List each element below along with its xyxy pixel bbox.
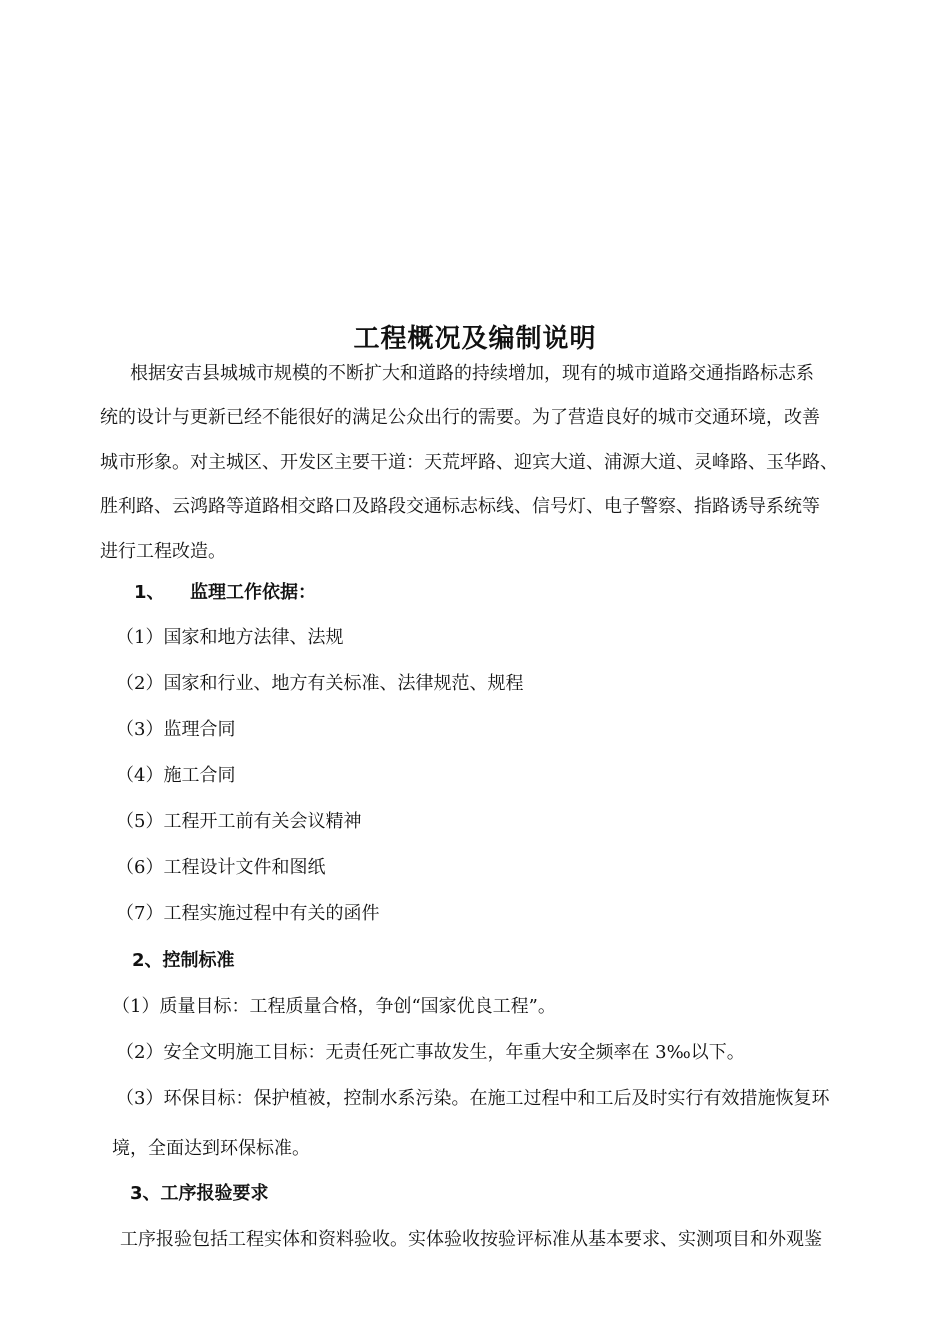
section3-heading: 3、工序报验要求 — [130, 1183, 269, 1204]
section1-item-3: （3）监理合同 — [116, 719, 236, 740]
intro-line-2: 统的设计与更新已经不能很好的满足公众出行的需要。为了营造良好的城市交通环境，改善 — [100, 407, 820, 428]
section1-item-2: （2）国家和行业、地方有关标准、法律规范、规程 — [116, 673, 524, 694]
intro-line-4: 胜利路、云鸿路等道路相交路口及路段交通标志标线、信号灯、电子警察、指路诱导系统等 — [100, 496, 820, 517]
section1-item-1: （1）国家和地方法律、法规 — [116, 627, 344, 648]
section3-line-1: 工序报验包括工程实体和资料验收。实体验收按验评标准从基本要求、实测项目和外观鉴 — [120, 1229, 822, 1250]
section2-item-1: （1）质量目标：工程质量合格，争创“国家优良工程”。 — [112, 996, 556, 1017]
section2-item-4: 境，全面达到环保标准。 — [112, 1138, 310, 1159]
section2-heading: 2、控制标准 — [132, 950, 235, 971]
intro-line-5: 进行工程改造。 — [100, 541, 226, 562]
section1-item-5: （5）工程开工前有关会议精神 — [116, 811, 362, 832]
section1-item-6: （6）工程设计文件和图纸 — [116, 857, 326, 878]
section2-item-3: （3）环保目标：保护植被，控制水系污染。在施工过程中和工后及时实行有效措施恢复环 — [116, 1088, 830, 1109]
section1-heading-text: 监理工作依据： — [190, 582, 316, 603]
section1-number: 1、 — [134, 582, 165, 603]
intro-line-3: 城市形象。对主城区、开发区主要干道：天荒坪路、迎宾大道、浦源大道、灵峰路、玉华路、 — [100, 452, 838, 473]
section1-heading — [134, 581, 316, 605]
section1-item-4: （4）施工合同 — [116, 765, 236, 786]
document-title: 工程概况及编制说明 — [353, 324, 597, 354]
section2-item-2: （2）安全文明施工目标：无责任死亡事故发生，年重大安全频率在 3‰以下。 — [116, 1042, 745, 1063]
intro-line-1: 根据安吉县城城市规模的不断扩大和道路的持续增加，现有的城市道路交通指路标志系 — [130, 363, 814, 384]
section1-item-7: （7）工程实施过程中有关的函件 — [116, 903, 380, 924]
